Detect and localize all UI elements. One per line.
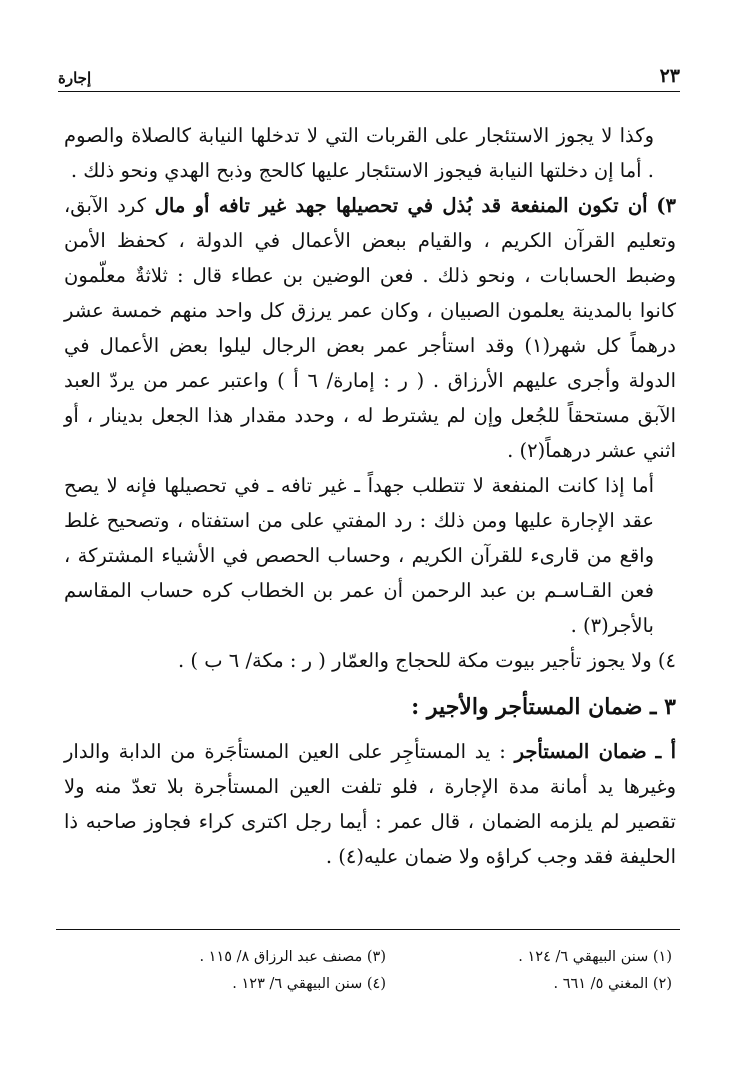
item-3-number: ٣) bbox=[656, 194, 677, 217]
paragraph-no-effort: أما إذا كانت المنفعة لا تتطلب جهداً ـ غير تافه ـ في تحصيلها فإنه لا يصح عقد الإجارة عليها ومن ذلك : رد المفتي على من استفتاه ، وتصحيح غلط واقع من قارىء للقرآن الكريم ، وحساب الحصص في الأشياء المشتركة ، فعن القـاسـم بن عبد الرحمن أن عمر بن الخطاب كره حساب المقاسم بالأجر(٣) . bbox=[64, 474, 654, 637]
section-title: ٣ ـ ضمان المستأجر والأجير : bbox=[411, 694, 676, 720]
subsection-a-label: أ ـ bbox=[655, 740, 677, 763]
footnote-2: (٢) المغني ٥/ ٦٦١ . bbox=[553, 976, 672, 992]
running-head: إجارة bbox=[58, 69, 92, 87]
item-3 bbox=[64, 188, 676, 468]
subsection-a bbox=[64, 734, 676, 874]
page-header bbox=[58, 62, 680, 92]
footnote-1: (١) سنن البيهقي ٦/ ١٢٤ . bbox=[518, 949, 672, 965]
item-3-heading: أن تكون المنفعة قد بُذل في تحصيلها جهد غير تافه أو مال bbox=[154, 194, 648, 217]
body-text bbox=[64, 118, 676, 874]
paragraph-worship: وكذا لا يجوز الاستئجار على القربات التي لا تدخلها النيابة كالصلاة والصوم . أما إن دخلتها النيابة فيجوز الاستئجار عليها كالحج وذبح الهدي ونحو ذلك . bbox=[64, 124, 654, 182]
subsection-a-text: : يد المستأجِر على العين المستأجَرة من الدابة والدار وغيرها يد أمانة مدة الإجارة ، فلو تلفت العين المستأجرة بلا تعدّ منه ولا تقصير لم يلزمه الضمان ، قال عمر : أيما رجل اكترى كراء فجاوز صاحبه ذا الحليفة فقد وجب كراؤه ولا ضمان عليه(٤) . bbox=[64, 740, 676, 868]
footnote-4: (٤) سنن البيهقي ٦/ ١٢٣ . bbox=[232, 976, 386, 992]
page-number: ٢٣ bbox=[659, 65, 680, 87]
footnote-divider bbox=[56, 929, 680, 930]
subsection-a-heading: ضمان المستأجر bbox=[514, 740, 647, 763]
item-3-text: كرد الآبق، وتعليم القرآن الكريم ، والقيام ببعض الأعمال في الدولة ، كحفظ الأمن وضبط الحسابات ، ونحو ذلك . فعن الوضين بن عطاء قال : ثلاثةٌ معلّمون كانوا بالمدينة يعلمون الصبيان ، وكان عمر يرزق كل واحد منهم خمسة عشر درهماً كل شهر(١) وقد استأجر عمر بعض الرجال ليلوا بعض الأعمال في الدولة وأجرى عليهم الأرزاق . ( ر : إمارة/ ٦ أ ) واعتبر عمر من يردّ العبد الآبق مستحقاً للجُعل وإن لم يشترط له ، وحدد مقدار هذا الجعل بدينار ، أو اثني عشر درهماً(٢) . bbox=[64, 194, 676, 462]
footnotes bbox=[100, 944, 672, 998]
footnote-column-right bbox=[386, 944, 672, 998]
footnote-3: (٣) مصنف عبد الرزاق ٨/ ١١٥ . bbox=[199, 949, 386, 965]
footnote-column-left bbox=[100, 944, 386, 998]
item-4: ٤) ولا يجوز تأجير بيوت مكة للحجاج والعمّار ( ر : مكة/ ٦ ب ) . bbox=[178, 649, 676, 672]
